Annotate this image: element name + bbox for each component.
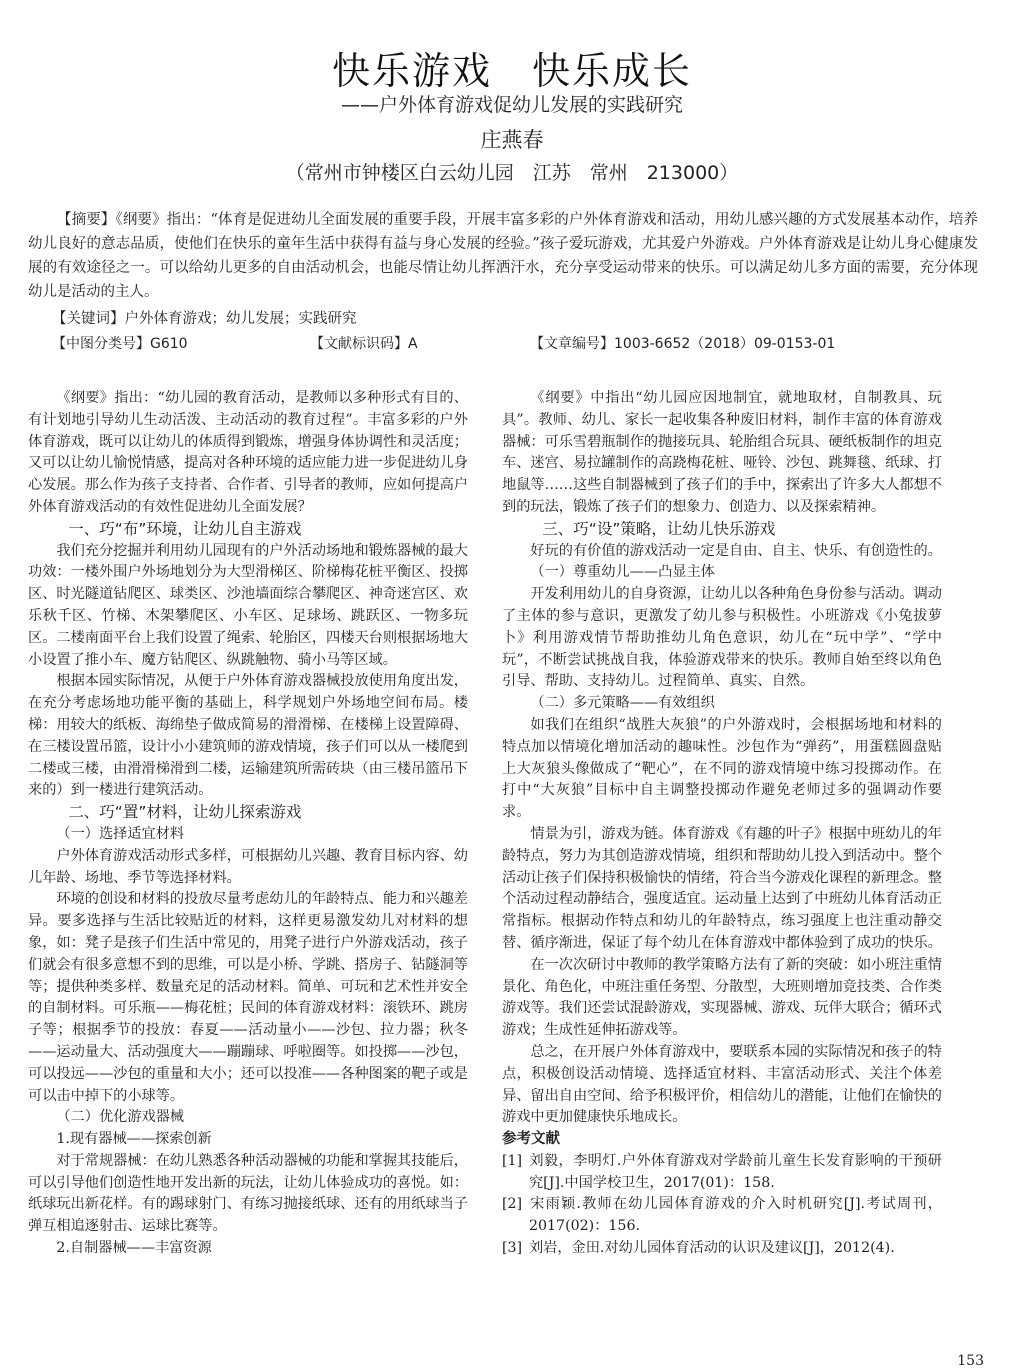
reference-item	[502, 1194, 942, 1238]
reference-number: [3]	[502, 1240, 523, 1257]
author-affiliation: （常州市钟楼区白云幼儿园 江苏 常州 213000）	[285, 162, 739, 184]
author-name: 庄燕春	[480, 128, 544, 152]
right-column	[502, 388, 942, 1260]
article-number-label: 【文章编号】	[530, 336, 614, 352]
sub-subsection-heading: 1.现有器械——探索创新	[56, 1131, 212, 1148]
section-heading-1: 一、巧“布”环境，让幼儿自主游戏	[68, 519, 302, 538]
paragraph: 《纲要》中指出“幼儿园应因地制宜，就地取材，自制教具、玩具”。教师、幼儿、家长一起收集各种废旧材料，制作丰富的体育游戏器械：可乐雪碧瓶制作的抛接玩具、轮胎组合玩具、硬纸板制作的坦克车、迷宫、易拉罐制作的高跷梅花桩、哑铃、沙包、跳舞毯、纸球、打地鼠等……这些自制器械到了孩子们的手中，探索出了许多大人都想不到的玩法，锻炼了孩子们的想象力、创造力、以及探索精神。	[502, 390, 942, 515]
paragraph: 好玩的有价值的游戏活动一定是自由、自主、快乐、有创造性的。	[530, 542, 942, 559]
subsection-heading: （二）多元策略——有效组织	[530, 695, 715, 712]
subsection-heading: （一）尊重幼儿——凸显主体	[530, 564, 715, 581]
subsection-heading: （二）优化游戏器械	[56, 1109, 185, 1126]
keywords-label: 【关键词】	[52, 311, 125, 327]
paragraph: 情景为引，游戏为链。体育游戏《有趣的叶子》根据中班幼儿的年龄特点，努力为其创造游戏情境，组织和帮助幼儿投入到活动中。整个活动让孩子们保持积极愉快的情绪，符合当今游戏化课程的新理念。整个活动过程动静结合，强度适宜。运动量上达到了中班幼儿体育活动正常指标。根据动作特点和幼儿的年龄特点，练习强度上也注重动静交替、循序渐进，保证了每个幼儿在体育游戏中都体验到了成功的快乐。	[502, 825, 942, 951]
subsection-heading: （一）选择适宜材料	[56, 825, 185, 842]
reference-text: 宋雨颖.教师在幼儿园体育游戏的介入时机研究[J].考试周刊，2017(02)：156.	[528, 1196, 942, 1235]
paragraph: 环境的创设和材料的投放尽量考虑幼儿的年龄特点、能力和兴趣差异。要多选择与生活比较贴近的材料，这样更易激发幼儿对材料的想象，如：凳子是孩子们生活中常见的，用凳子进行户外游戏活动，孩子们就会有很多意想不到的思维，可以是小桥、学跳、搭房子、钻隧洞等等；提供种类多样、数量充足的活动材料。简单、可玩和艺术性并安全的自制材料。可乐瓶——梅花桩；民间的体育游戏材料：滚铁环、跳房子等；根据季节的投放：春夏——活动量小——沙包、拉力器；秋冬——运动量大、活动强度大——蹦蹦球、呼啦圈等。如投掷——沙包，可以投远——沙包的重量和大小；还可以投准——各种图案的靶子或是可以击中掉下的小球等。	[28, 891, 468, 1104]
reference-number: [2]	[502, 1196, 523, 1213]
article-subtitle: ——户外体育游戏促幼儿发展的实践研究	[340, 94, 683, 116]
paragraph: 总之，在开展户外体育游戏中，要联系本园的实际情况和孩子的特点，积极创设活动情境、选择适宜材料、丰富活动形式、关注个体差异、留出自由空间、给予积极评价，相信幼儿的潜能，让他们在愉快的游戏中更加健康快乐地成长。	[502, 1043, 942, 1126]
left-column	[28, 388, 468, 1260]
article-number-value: 1003-6652（2018）09-0153-01	[614, 336, 836, 352]
reference-text: 刘毅，李明灯.户外体育游戏对学龄前儿童生长发育影响的干预研究[J].中国学校卫生，2017(01)：158.	[528, 1152, 942, 1191]
document-code	[310, 332, 418, 356]
paragraph: 开发利用幼儿的自身资源，让幼儿以各种角色身份参与活动。调动了主体的参与意识，更激发了幼儿参与积极性。小班游戏《小兔拔萝卜》利用游戏情节帮助推幼儿角色意识，幼儿在“玩中学”、“学中玩”，不断尝试挑战自我，体验游戏带来的快乐。教师自始至终以角色引导、帮助、支持幼儿。过程简单、真实、自然。	[502, 586, 942, 690]
paragraph: 如我们在组织“战胜大灰狼”的户外游戏时，会根据场地和材料的特点加以情境化增加活动的趣味性。沙包作为“弹药”，用蛋糕圆盘贴上大灰狼头像做成了“靶心”，在不同的游戏情境中练习投掷动作。在打中“大灰狼”目标中自主调整投掷动作避免老师过多的强调动作要求。	[502, 716, 942, 821]
abstract-label: 【摘要】	[57, 212, 116, 228]
reference-text: 刘岩，金田.对幼儿园体育活动的认识及建议[J]，2012(4).	[528, 1240, 895, 1257]
abstract-text: 《纲要》指出：“体育是促进幼儿全面发展的重要手段，开展丰富多彩的户外体育游戏和活动，用幼儿感兴趣的方式发展基本动作，培养幼儿良好的意志品质，使他们在快乐的童年生活中获得有益与身心发展的经验。”孩子爱玩游戏，尤其爱户外游戏。户外体育游戏是让幼儿身心健康发展的有效途径之一。可以给幼儿更多的自由活动机会，也能尽情让幼儿挥洒汗水，充分享受运动带来的快乐。可以满足幼儿多方面的需要，充分体现幼儿是活动的主人。	[28, 212, 978, 300]
abstract	[28, 208, 978, 304]
paragraph: 户外体育游戏活动形式多样，可根据幼儿兴趣、教育目标内容、幼儿年龄、场地、季节等选择材料。	[28, 847, 468, 886]
paragraph: 对于常规器械：在幼儿熟悉各种活动器械的功能和掌握其技能后，可以引导他们创造性地开发出新的玩法，让幼儿体验成功的喜悦。如：纸球玩出新花样。有的踢球射门、有练习抛接纸球、还有的用纸球当子弹互相追逐射击、运球比赛等。	[28, 1152, 468, 1235]
references-heading: 参考文献	[502, 1131, 560, 1148]
reference-item	[502, 1151, 942, 1195]
classification-label: 【中图分类号】	[52, 336, 150, 352]
document-code-label: 【文献标识码】	[310, 336, 408, 352]
paragraph: 根据本园实际情况，从便于户外体育游戏器械投放使用角度出发，在充分考虑场地功能平衡的基础上，科学规划户外场地空间布局。楼梯：用较大的纸板、海绵垫子做成简易的滑滑梯、在楼梯上设置障碍、在三楼设置吊篮，设计小小建筑师的游戏情境，孩子们可以从一楼爬到二楼或三楼，由滑滑梯滑到二楼，运输建筑所需砖块（由三楼吊篮吊下来的）到一楼进行建筑活动。	[28, 673, 468, 799]
classification-number	[52, 332, 188, 356]
classification-value: G610	[150, 336, 188, 352]
document-code-value: A	[408, 336, 418, 352]
article-number	[530, 332, 835, 356]
keywords-text: 户外体育游戏；幼儿发展；实践研究	[124, 311, 357, 327]
page-number: 153	[957, 1353, 984, 1369]
paragraph: 我们充分挖掘并利用幼儿园现有的户外活动场地和锻炼器械的最大功效：一楼外围户外场地划分为大型滑梯区、阶梯梅花桩平衡区、投掷区、时光隧道钻爬区、球类区、沙池墙面综合攀爬区、神奇迷宫区、欢乐秋千区、竹梯、木架攀爬区、小车区、足球场、跳跃区、一物多玩区。二楼南面平台上我们设置了绳索、轮胎区，四楼天台则根据场地大小设置了推小车、魔方钻爬区、纵跳触物、骑小马等区域。	[28, 542, 468, 668]
paragraph: 在一次次研讨中教师的教学策略方法有了新的突破：如小班注重情景化、角色化，中班注重任务型、分散型，大班则增加竞技类、合作类游戏等。我们还尝试混龄游戏，实现器械、游戏、玩伴大联合；循环式游戏；生成性延伸拓游戏等。	[502, 956, 942, 1039]
reference-number: [1]	[502, 1152, 523, 1169]
keywords	[52, 307, 357, 331]
paragraph: 《纲要》指出：“幼儿园的教育活动，是教师以多种形式有目的、有计划地引导幼儿生动活泼、主动活动的教育过程”。丰富多彩的户外体育游戏，既可以让幼儿的体质得到锻炼，增强身体协调性和灵活度；又可以让幼儿愉悦情感，提高对各种环境的适应能力进一步促进幼儿身心发展。那么作为孩子支持者、合作者、引导者的教师，应如何提高户外体育游戏活动的有效性促进幼儿全面发展？	[28, 390, 468, 515]
sub-subsection-heading: 2.自制器械——丰富资源	[56, 1240, 212, 1257]
section-heading-3: 三、巧“设”策略，让幼儿快乐游戏	[542, 519, 776, 538]
article-title: 快乐游戏 快乐成长	[331, 49, 692, 93]
reference-item	[502, 1238, 942, 1260]
section-heading-2: 二、巧“置”材料，让幼儿探索游戏	[68, 803, 302, 822]
